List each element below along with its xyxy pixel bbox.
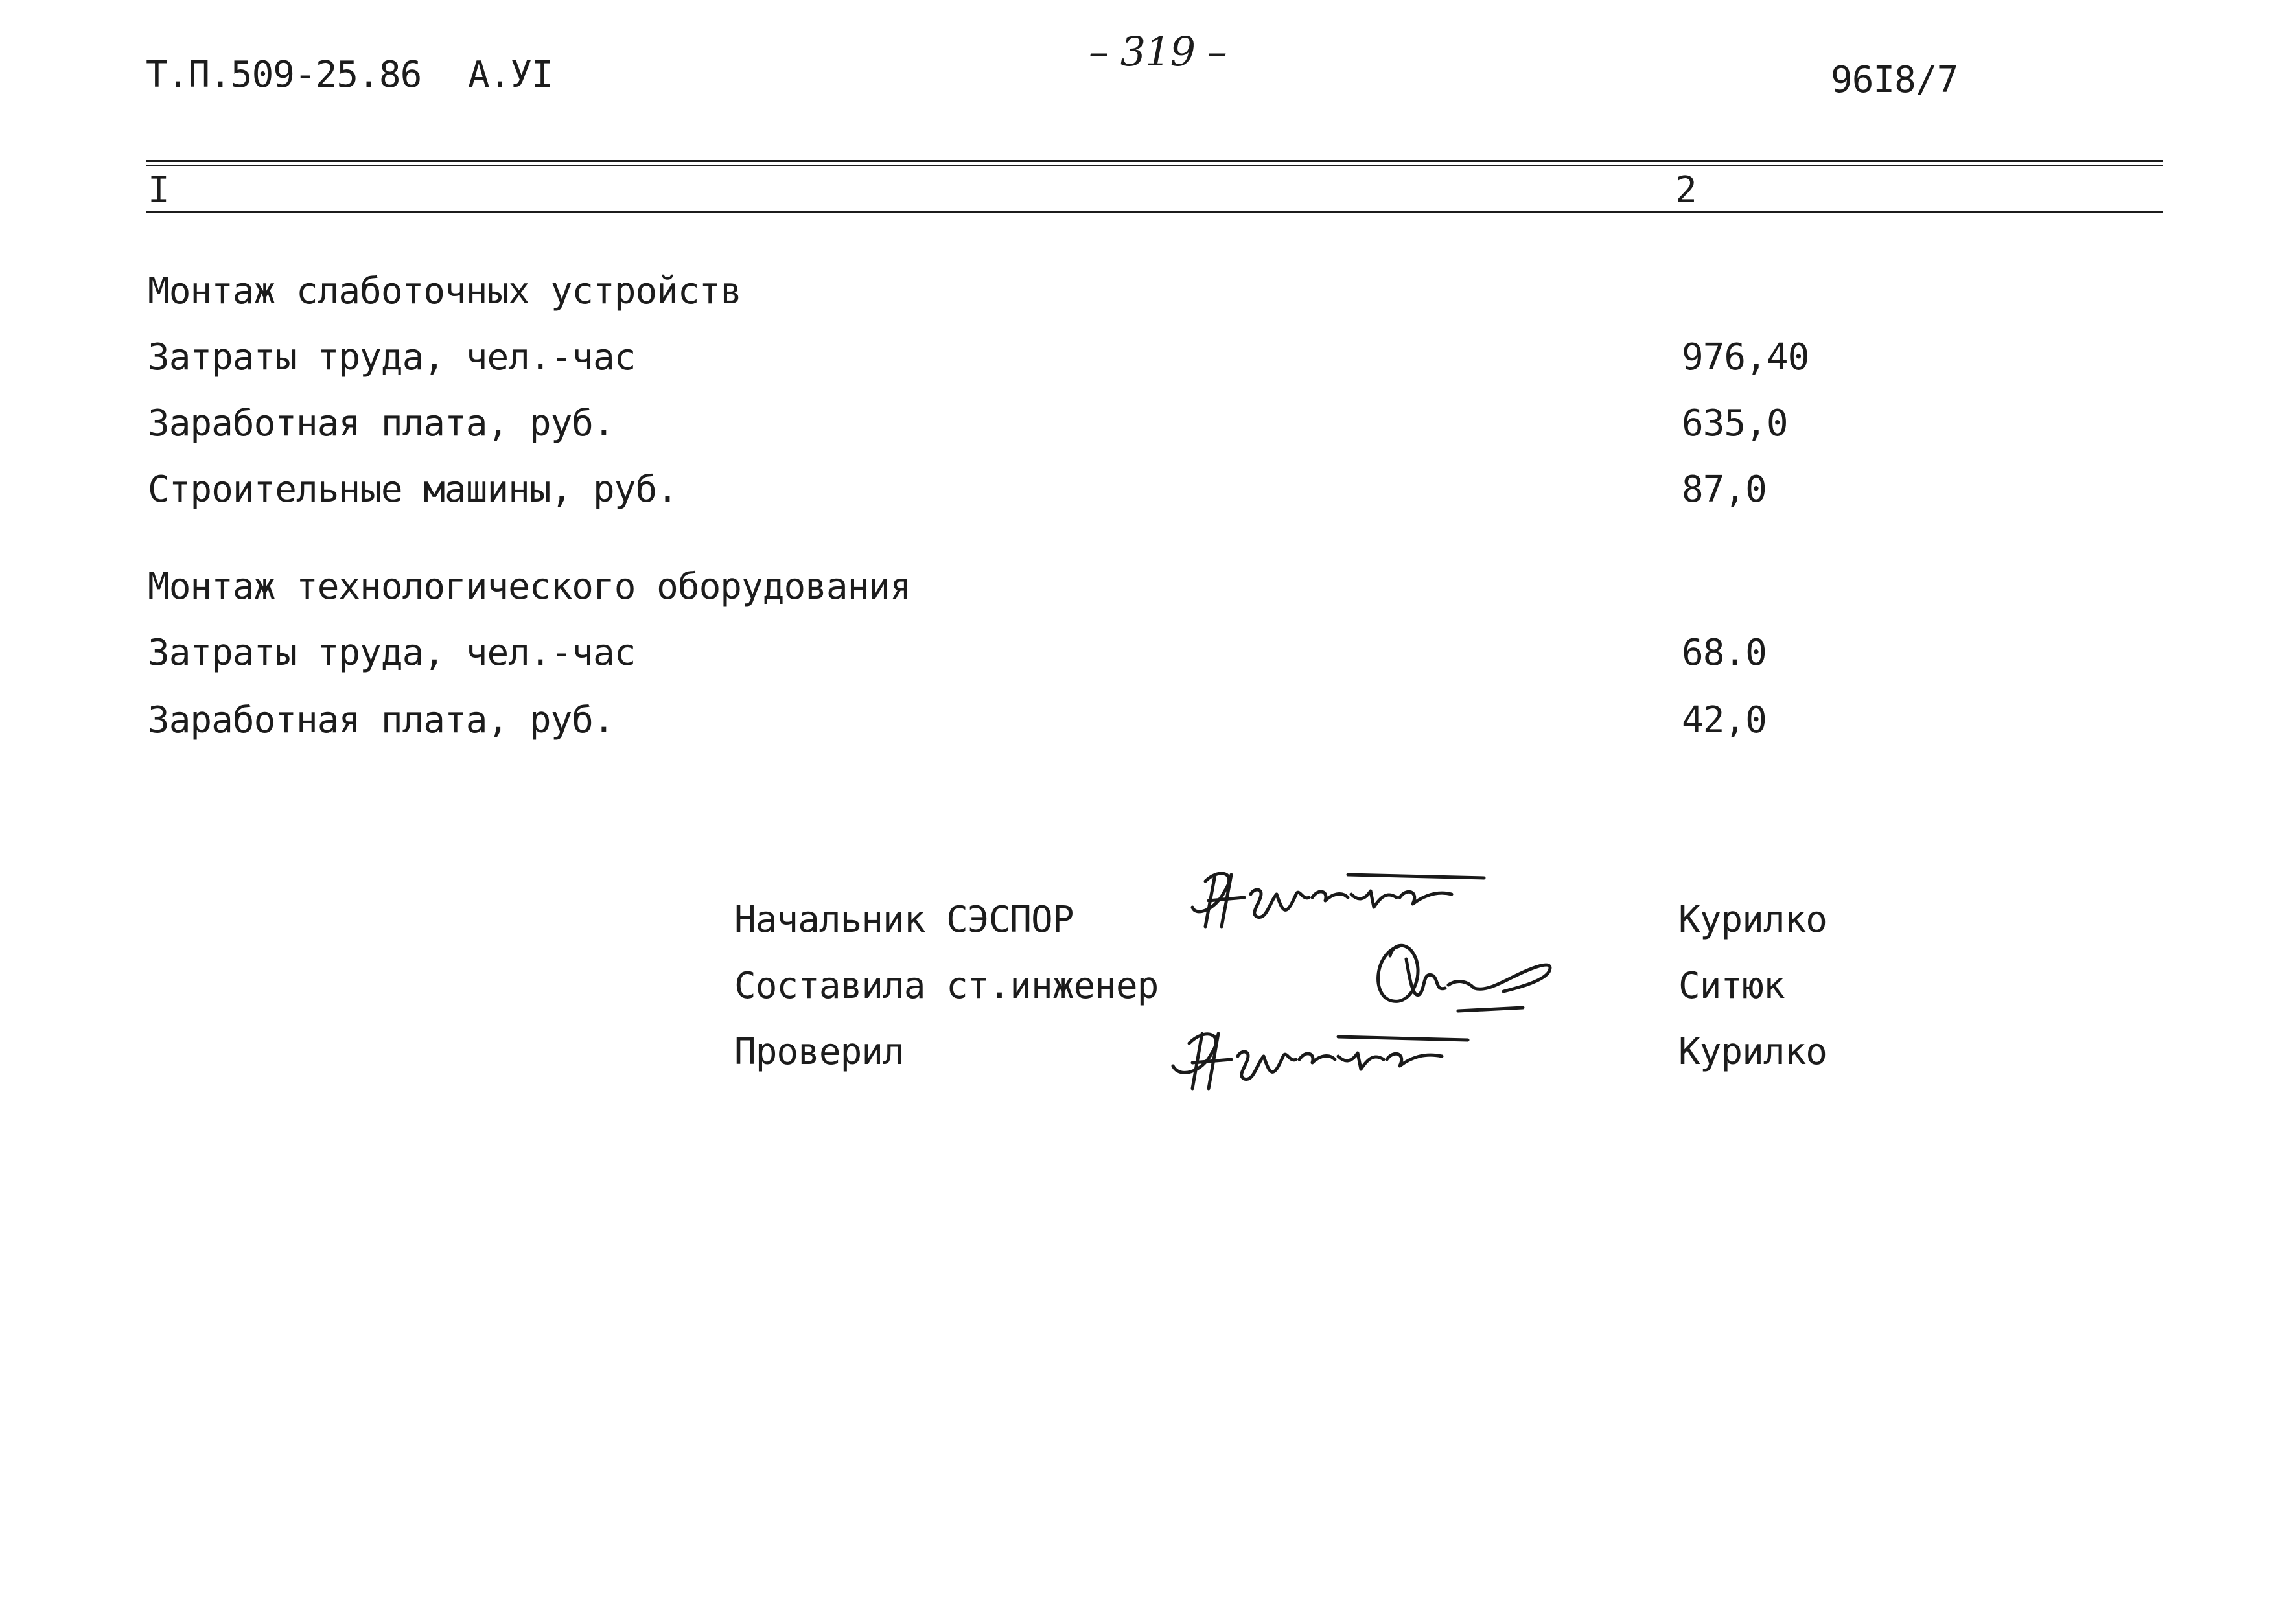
row-label: Строительные машины, руб. — [148, 468, 678, 511]
signatory-name: Курилко — [1678, 899, 1827, 941]
column-1-header: I — [148, 169, 169, 211]
header-top-rule-double — [146, 165, 2163, 166]
signatory-role: Начальник СЭСПОР — [734, 899, 1074, 941]
row-value: 976,40 — [1682, 336, 1809, 378]
page-number: – 319 – — [1089, 28, 1227, 75]
signature-kurilko-2 — [1157, 1017, 1481, 1102]
row-value: 87,0 — [1682, 468, 1767, 511]
document-code: Т.П.509-25.86 — [146, 54, 422, 96]
row-value: 635,0 — [1682, 402, 1788, 445]
section-title: Монтаж слаботочных устройств — [148, 270, 742, 312]
album-number: А.УI — [468, 54, 553, 96]
column-2-header: 2 — [1675, 169, 1697, 211]
row-label: Заработная плата, руб. — [148, 402, 614, 445]
header-bottom-rule — [146, 211, 2163, 213]
row-value: 68.0 — [1682, 632, 1767, 674]
signatory-role: Проверил — [734, 1031, 904, 1073]
row-label: Затраты труда, чел.-час — [148, 632, 636, 674]
row-label: Заработная плата, руб. — [148, 699, 614, 741]
header-top-rule — [146, 160, 2163, 162]
row-label: Затраты труда, чел.-час — [148, 336, 636, 378]
signatory-name: Курилко — [1678, 1031, 1827, 1073]
section-title: Монтаж технологического оборудования — [148, 566, 911, 608]
sheet-reference: 96I8/7 — [1831, 59, 1958, 101]
row-value: 42,0 — [1682, 699, 1767, 741]
signature-sityuk — [1361, 927, 1568, 1024]
signatory-role: Составила ст.инженер — [734, 965, 1159, 1007]
signatory-name: Ситюк — [1678, 965, 1785, 1007]
